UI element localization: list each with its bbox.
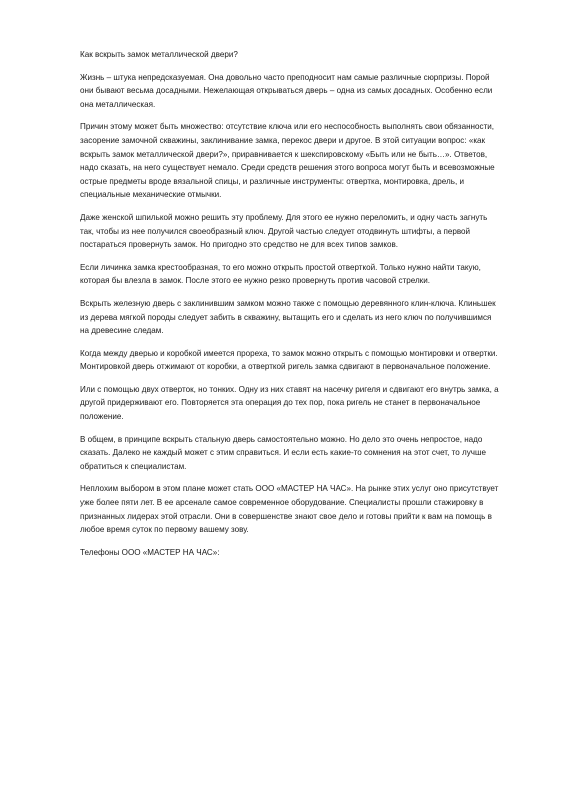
paragraph-reasons: Причин этому может быть множество: отсутствие ключа или его неспособность выполнять свои обязанности, засорение замочной скважины, заклинивание замка, перекос двери и другое. В этой ситуации вопрос: «как вскрыть замок металлической двери?», приравнивается к шекспировскому «Быть или не быть…». Ответов, надо сказать, на него существует немало. Среди средств решения этого вопроса могут быть и всевозможные острые предметы вроде вязальной спицы, и различные инструменты: отвертка, монтировка, дрель, и специальные механические отмычки.	[80, 122, 495, 200]
paragraph-conclusion: В общем, в принципе вскрыть стальную дверь самостоятельно можно. Но дело это очень непростое, надо сказать. Далеко не каждый может с этим справиться. И если есть какие-то сомнения на этот счет, то лучше обратиться к специалистам.	[80, 434, 486, 471]
paragraph-crowbar: Когда между дверью и коробкой имеется прореха, то замок можно открыть с помощью монтировки и отвертки. Монтировкой дверь отжимают от коробки, а отверткой ригель замка сдвигают в первоначальное положение.	[80, 348, 498, 372]
paragraph-intro: Жизнь – штука непредсказуемая. Она довольно часто преподносит нам самые различные сюрпризы. Порой они бывают весьма досадными. Нежелающая открываться дверь – одна из самых досадных. Особенно если она металлическая.	[80, 72, 493, 109]
paragraph-screwdriver: Если личинка замка крестообразная, то его можно открыть простой отверткой. Только нужно найти такую, которая бы влезла в замок. После этого ее нужно резко провернуть против часовой стрелки.	[80, 262, 481, 286]
paragraph-hairpin: Даже женской шпилькой можно решить эту проблему. Для этого ее нужно переломить, и одну часть загнуть так, чтобы из нее получился своеобразный ключ. Другой частью следует отодвинуть штифты, а первой постараться провернуть замок. Но пригодно это средство не для всех типов замков.	[80, 212, 488, 250]
document-title: Как вскрыть замок металлической двери?	[80, 50, 238, 59]
paragraph-phones: Телефоны ООО «МАСТЕР НА ЧАС»:	[80, 547, 220, 557]
paragraph-wedge-key: Вскрыть железную дверь с заклинившим замком можно также с помощью деревянного клин-ключа. Клиньшек из дерева мягкой породы следует забить в скважину, вытащить его и сделать из него ключ по получившимся на древесине следам.	[80, 298, 496, 336]
paragraph-two-screwdrivers: Или с помощью двух отверток, но тонких. Одну из них ставят на насечку ригеля и сдвигают его внутрь замка, а другой придерживают его. Повторяется эта операция до тех пор, пока ригель не станет в первоначальное положение.	[80, 384, 499, 422]
document-body	[80, 48, 500, 568]
paragraph-company: Неплохим выбором в этом плане может стать ООО «МАСТЕР НА ЧАС». На рынке этих услуг оно присутствует уже более пяти лет. В ее арсенале самое современное оборудование. Специалисты прошли стажировку в признанных лидерах этой отрасли. Они в совершенстве знают свое дело и готовы прийти к вам на помощь в любое время суток по первому вашему зову.	[80, 484, 499, 535]
